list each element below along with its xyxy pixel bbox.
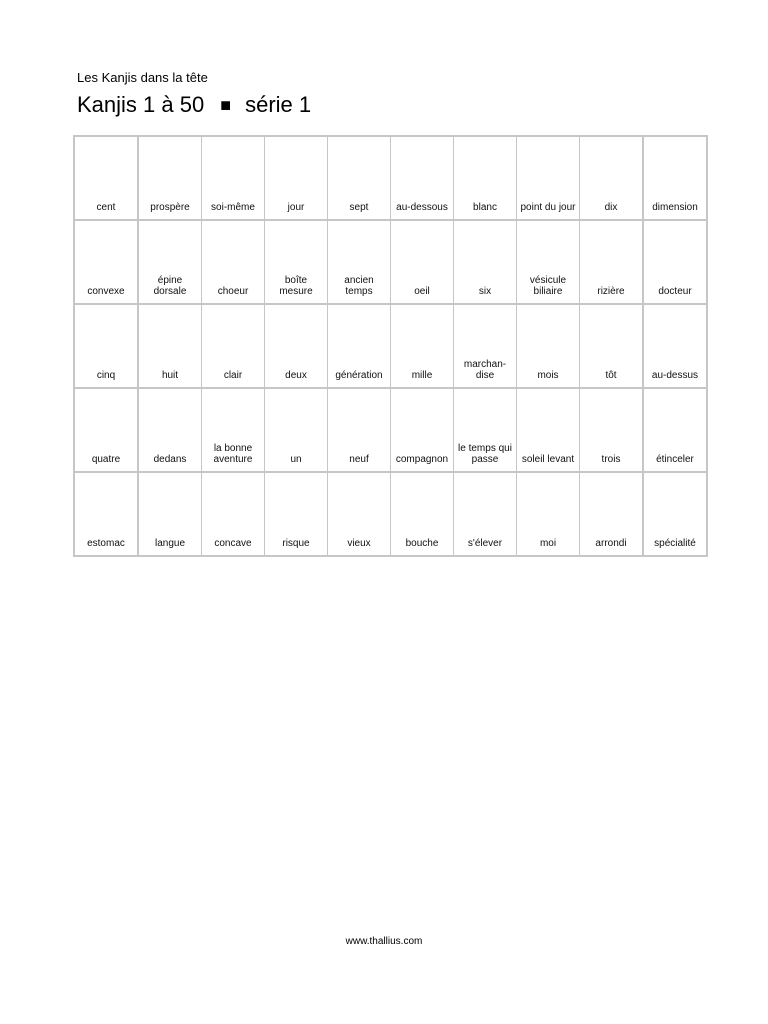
page-title <box>77 91 311 120</box>
grid-cell: marchan- dise <box>454 304 517 388</box>
grid-cell: prospère <box>138 136 202 220</box>
grid-cell: choeur <box>202 220 265 304</box>
grid-cell: sept <box>328 136 391 220</box>
grid-cell: vésicule biliaire <box>517 220 580 304</box>
grid-cell: mille <box>391 304 454 388</box>
grid-cell: arrondi <box>580 472 644 556</box>
grid-row <box>74 304 707 388</box>
grid-cell: tôt <box>580 304 644 388</box>
grid-cell: dix <box>580 136 644 220</box>
grid-cell: docteur <box>643 220 707 304</box>
grid-cell: risque <box>265 472 328 556</box>
grid-cell: étinceler <box>643 388 707 472</box>
grid-cell: six <box>454 220 517 304</box>
title-separator-square-icon: ■ <box>220 95 232 115</box>
grid-cell: mois <box>517 304 580 388</box>
grid-cell: rizière <box>580 220 644 304</box>
grid-cell: oeil <box>391 220 454 304</box>
grid-cell: dimension <box>643 136 707 220</box>
grid-cell: au-dessus <box>643 304 707 388</box>
grid-cell: cent <box>74 136 138 220</box>
grid-cell: deux <box>265 304 328 388</box>
grid-cell: soleil levant <box>517 388 580 472</box>
kanji-meaning-grid <box>73 135 708 557</box>
grid-cell: soi-même <box>202 136 265 220</box>
grid-cell: épine dorsale <box>138 220 202 304</box>
grid-cell: le temps qui passe <box>454 388 517 472</box>
grid-cell: vieux <box>328 472 391 556</box>
grid-row <box>74 388 707 472</box>
grid-cell: huit <box>138 304 202 388</box>
grid-cell: moi <box>517 472 580 556</box>
grid-cell: bouche <box>391 472 454 556</box>
grid-cell: la bonne aventure <box>202 388 265 472</box>
grid-cell: concave <box>202 472 265 556</box>
grid-cell: un <box>265 388 328 472</box>
grid-cell: cinq <box>74 304 138 388</box>
grid-cell: jour <box>265 136 328 220</box>
footer-website-url: www.thallius.com <box>345 936 423 947</box>
grid-cell: neuf <box>328 388 391 472</box>
grid-cell: quatre <box>74 388 138 472</box>
title-series: série 1 <box>245 92 312 117</box>
document-subtitle: Les Kanjis dans la tête <box>77 70 208 85</box>
grid-row <box>74 472 707 556</box>
grid-cell: langue <box>138 472 202 556</box>
grid-cell: s'élever <box>454 472 517 556</box>
grid-cell: estomac <box>74 472 138 556</box>
grid-cell: spécialité <box>643 472 707 556</box>
grid-cell: ancien temps <box>328 220 391 304</box>
grid-cell: blanc <box>454 136 517 220</box>
title-main: Kanjis 1 à 50 <box>77 92 205 117</box>
grid-row <box>74 136 707 220</box>
grid-row <box>74 220 707 304</box>
grid-cell: trois <box>580 388 644 472</box>
grid-cell: boîte mesure <box>265 220 328 304</box>
grid-cell: compagnon <box>391 388 454 472</box>
grid-cell: génération <box>328 304 391 388</box>
grid-cell: point du jour <box>517 136 580 220</box>
grid-cell: clair <box>202 304 265 388</box>
grid-cell: convexe <box>74 220 138 304</box>
grid-cell: dedans <box>138 388 202 472</box>
grid-cell: au-dessous <box>391 136 454 220</box>
